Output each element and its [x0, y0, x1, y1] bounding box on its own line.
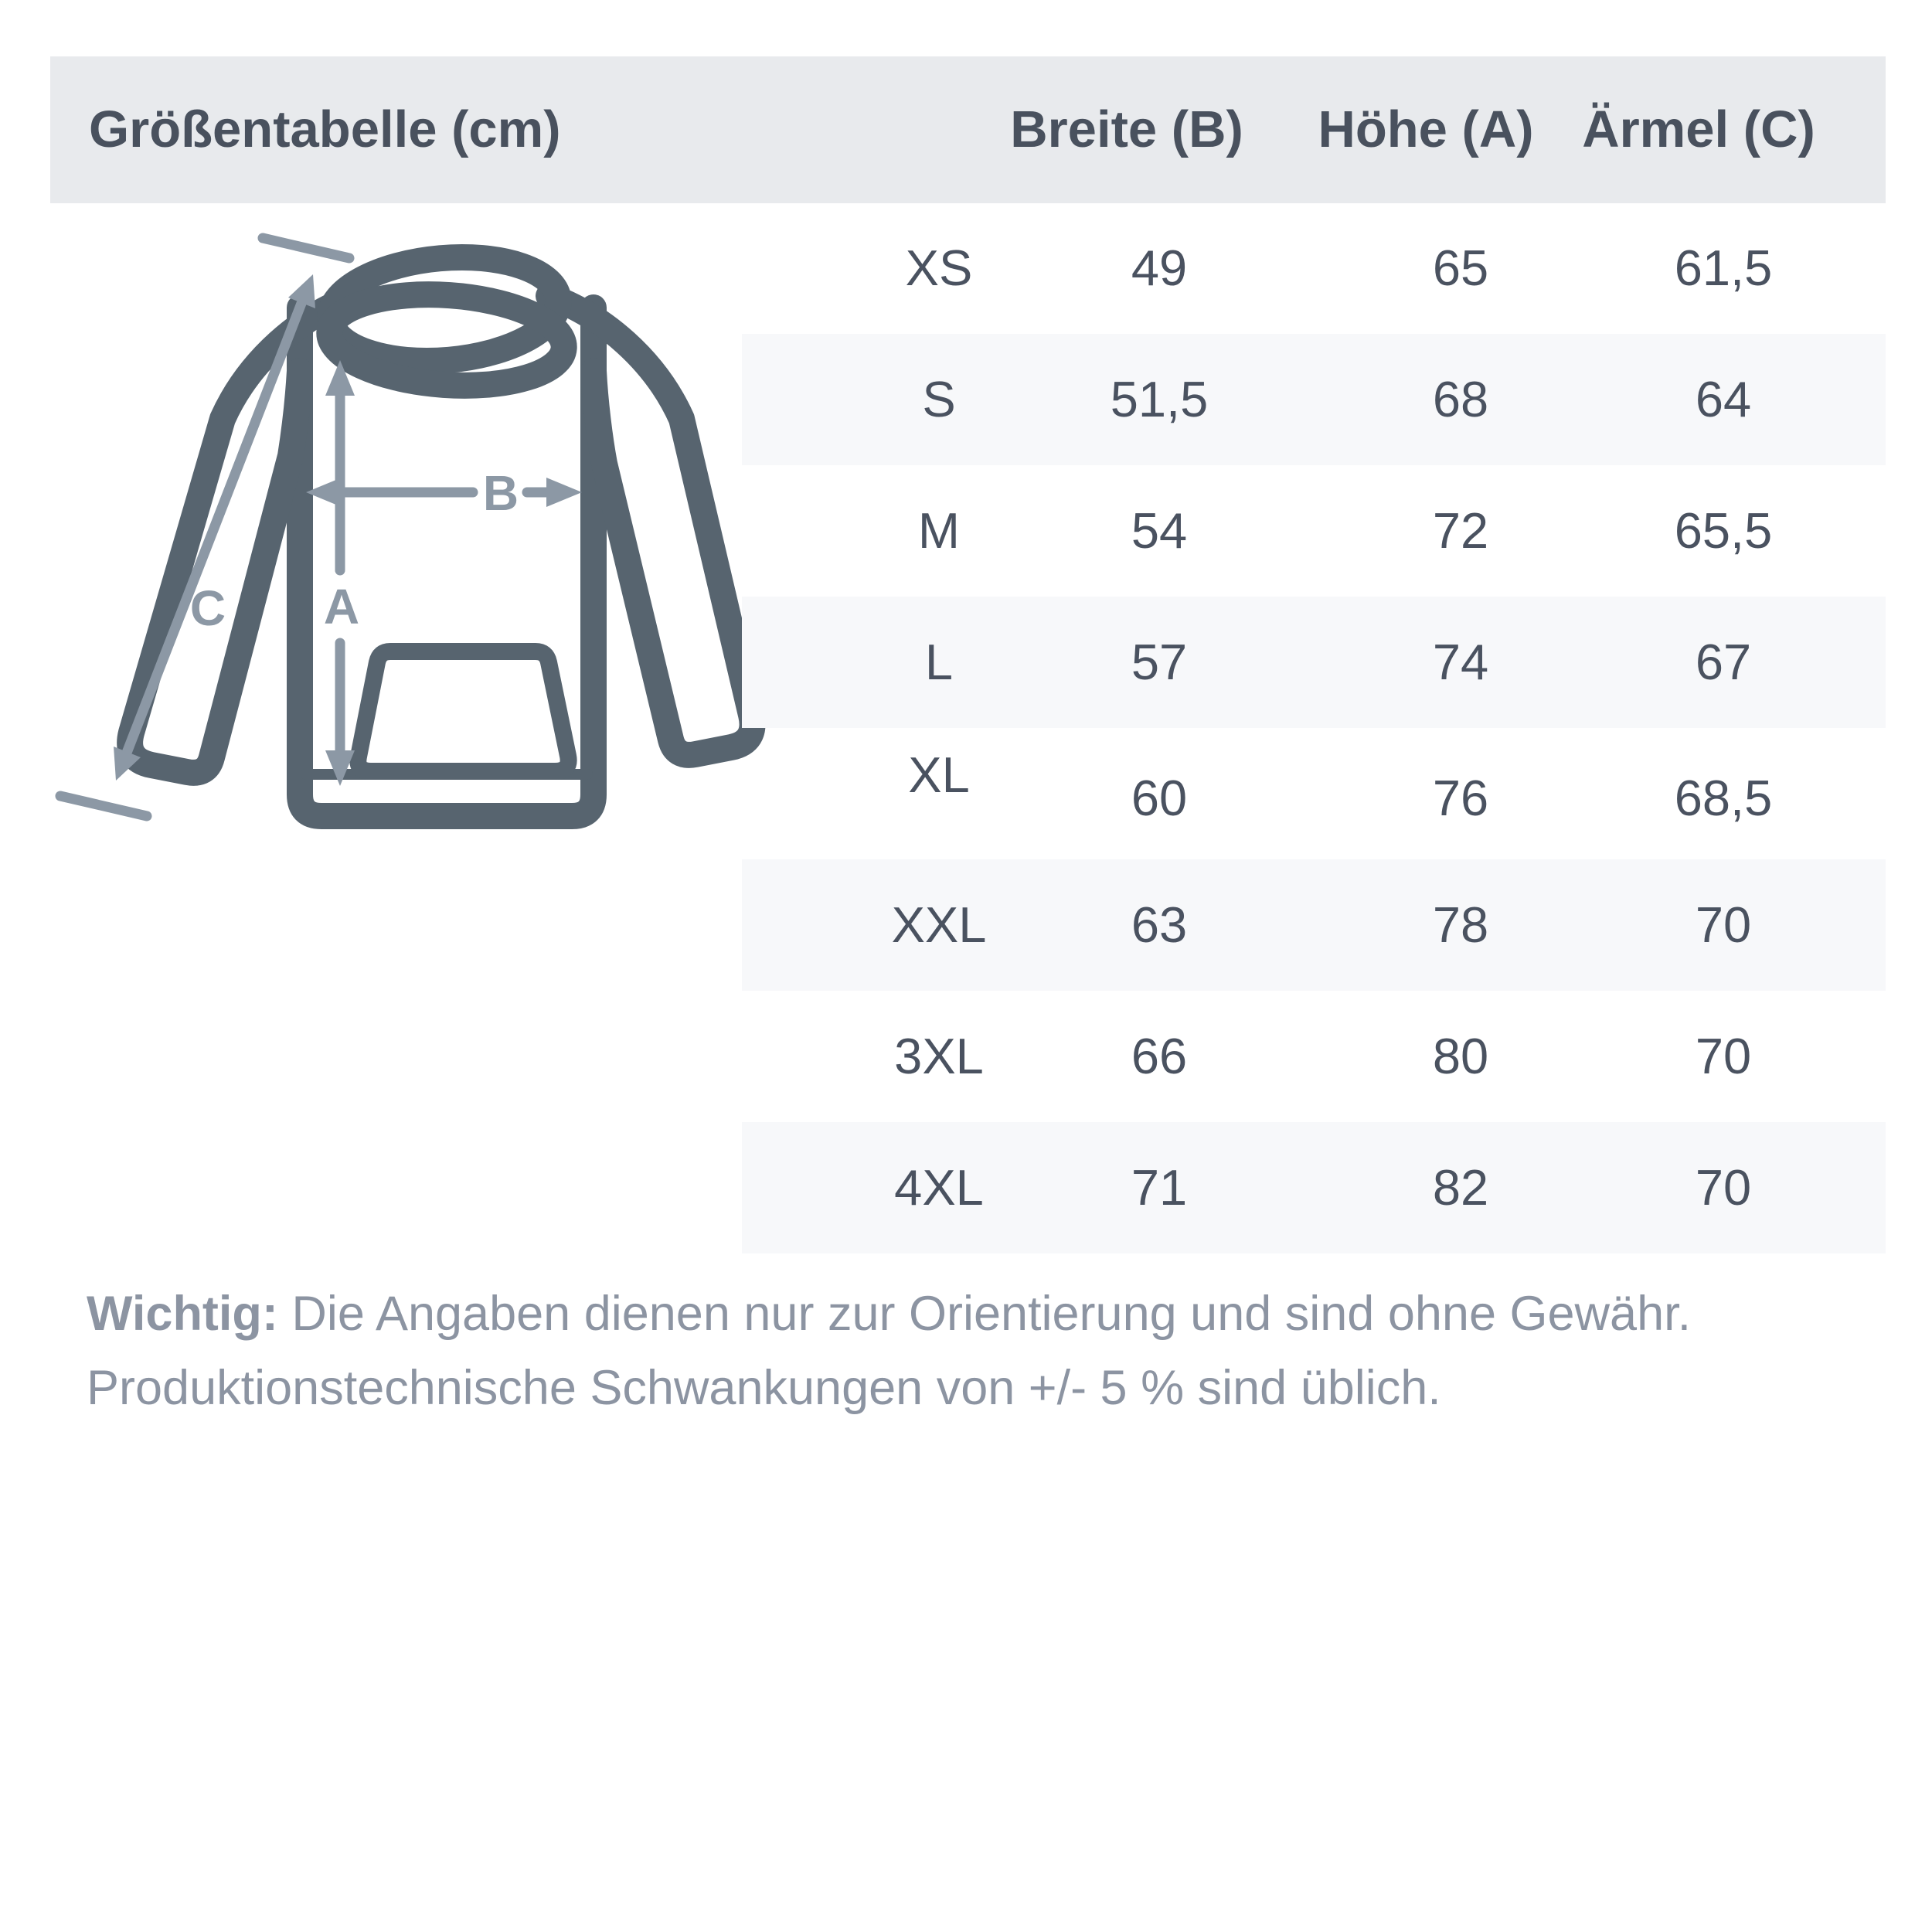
- table-row-xs: [742, 202, 1886, 334]
- column-header-aermel: Ärmel (C): [1582, 100, 1815, 158]
- size-label: XXL: [891, 896, 987, 953]
- size-chart-header: [50, 56, 1886, 203]
- arrow-a-down-icon: [325, 750, 355, 786]
- hoehe-value: 76: [1432, 770, 1489, 826]
- aermel-value: 61,5: [1674, 240, 1773, 296]
- breite-value: 71: [1131, 1159, 1188, 1216]
- hoodie-outline: [130, 248, 752, 816]
- breite-value: 49: [1131, 240, 1188, 296]
- hoehe-value: 68: [1432, 371, 1489, 427]
- hoehe-value: 82: [1432, 1159, 1489, 1216]
- dimension-label-b: B: [482, 465, 519, 521]
- size-label: L: [924, 634, 954, 690]
- aermel-value: 70: [1695, 1028, 1752, 1084]
- disclaimer-note: [87, 1277, 1864, 1425]
- hoodie-measurement-diagram: [46, 216, 781, 835]
- dimension-label-a: A: [323, 579, 360, 634]
- size-chart-title: Größentabelle (cm): [89, 100, 561, 158]
- table-row-3xl: [742, 991, 1886, 1122]
- arrow-c-tick: [263, 238, 349, 258]
- column-header-hoehe: Höhe (A): [1318, 100, 1534, 158]
- aermel-value: 67: [1695, 634, 1752, 690]
- table-row-4xl: [742, 1122, 1886, 1253]
- breite-value: 57: [1131, 634, 1188, 690]
- disclaimer-bold-prefix: Wichtig:: [87, 1287, 278, 1341]
- table-row-m: [742, 465, 1886, 597]
- hoehe-value: 80: [1432, 1028, 1489, 1084]
- breite-value: 51,5: [1110, 371, 1209, 427]
- table-row-xl: [742, 728, 1886, 859]
- hoehe-value: 72: [1432, 502, 1489, 559]
- size-label: 4XL: [894, 1159, 984, 1216]
- aermel-value: 70: [1695, 896, 1752, 953]
- hoehe-value: 74: [1432, 634, 1489, 690]
- table-row-l: [742, 597, 1886, 728]
- size-label: 3XL: [894, 1028, 984, 1084]
- breite-value: 63: [1131, 896, 1188, 953]
- size-label: XL: [908, 747, 970, 803]
- aermel-value: 65,5: [1674, 502, 1773, 559]
- breite-value: 66: [1131, 1028, 1188, 1084]
- arrow-b-right-icon: [546, 478, 582, 507]
- aermel-value: 68,5: [1674, 770, 1773, 826]
- size-label: M: [917, 502, 961, 559]
- arrow-c-tick: [60, 796, 147, 816]
- size-label: S: [922, 371, 956, 427]
- aermel-value: 64: [1695, 371, 1752, 427]
- table-row-xxl: [742, 859, 1886, 991]
- size-label: XS: [905, 240, 973, 296]
- disclaimer-line2: Produktionstechnische Schwankungen von +/- 5 % sind üblich.: [87, 1361, 1441, 1415]
- aermel-value: 70: [1695, 1159, 1752, 1216]
- hoehe-value: 78: [1432, 896, 1489, 953]
- breite-value: 54: [1131, 502, 1188, 559]
- hoehe-value: 65: [1432, 240, 1489, 296]
- column-header-breite: Breite (B): [1010, 100, 1243, 158]
- breite-value: 60: [1131, 770, 1188, 826]
- disclaimer-line1: Die Angaben dienen nur zur Orientierung und sind ohne Gewähr.: [277, 1287, 1692, 1341]
- table-row-s: [742, 334, 1886, 465]
- dimension-label-c: C: [189, 580, 226, 636]
